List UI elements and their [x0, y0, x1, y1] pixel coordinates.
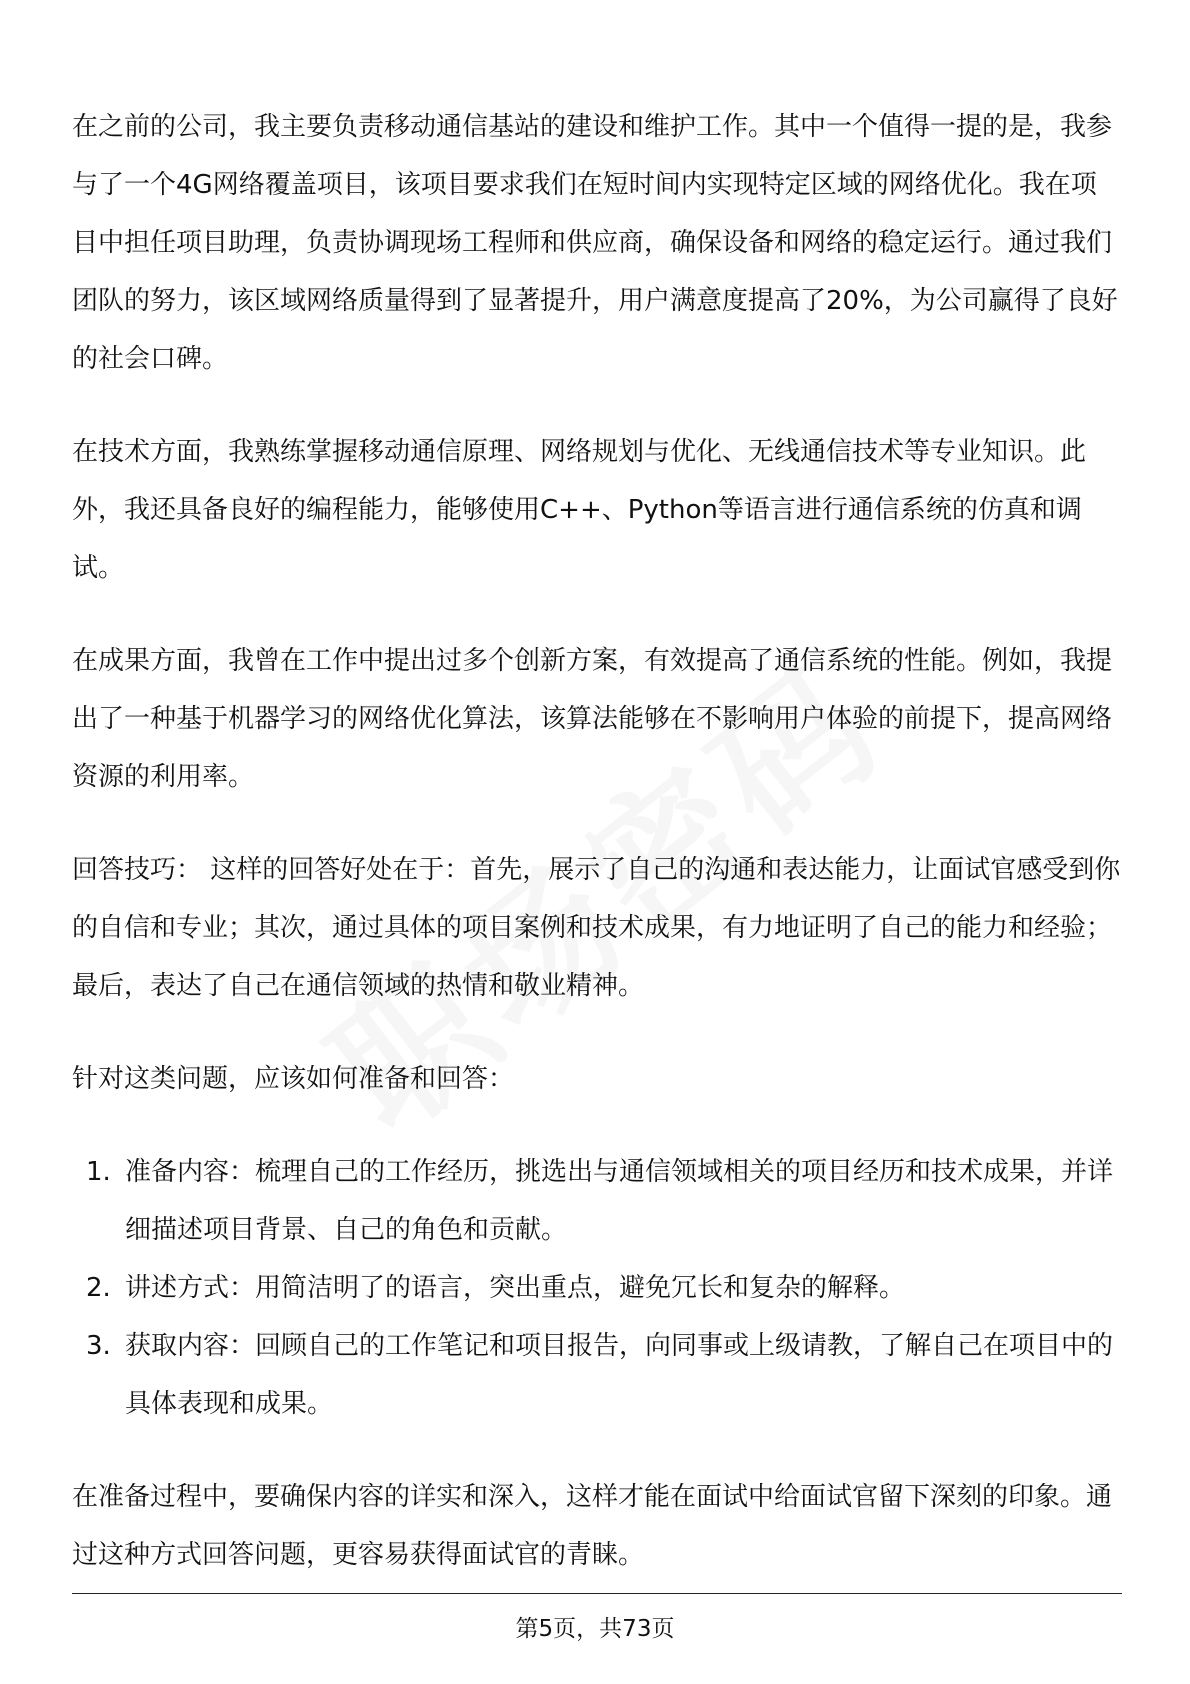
list-number: 2. — [86, 1273, 111, 1303]
list-item-text: 获取内容：回顾自己的工作笔记和项目报告，向同事或上级请教，了解自己在项目中的具体表现和成果。 — [125, 1331, 1114, 1419]
list-number: 1. — [86, 1157, 111, 1187]
page-number: 第5页，共73页 — [515, 1616, 675, 1642]
paragraph-answer-tips: 回答技巧： 这样的回答好处在于：首先，展示了自己的沟通和表达能力，让面试官感受到你的自信和专业；其次，通过具体的项目案例和技术成果，有力地证明了自己的能力和经验；最后，表达了自己在通信领域的热情和敬业精神。 — [72, 855, 1121, 1001]
preparation-list — [72, 1143, 1122, 1433]
document-body — [72, 98, 1122, 1619]
footer-divider — [72, 1593, 1122, 1594]
paragraph-experience: 在之前的公司，我主要负责移动通信基站的建设和维护工作。其中一个值得一提的是，我参与了一个4G网络覆盖项目，该项目要求我们在短时间内实现特定区域的网络优化。我在项目中担任项目助理，负责协调现场工程师和供应商，确保设备和网络的稳定运行。通过我们团队的努力，该区域网络质量得到了显著提升，用户满意度提高了20%，为公司赢得了良好的社会口碑。 — [72, 112, 1118, 374]
paragraph-closing: 在准备过程中，要确保内容的详实和深入，这样才能在面试中给面试官留下深刻的印象。通过这种方式回答问题，更容易获得面试官的青睐。 — [72, 1482, 1113, 1570]
paragraph-technology: 在技术方面，我熟练掌握移动通信原理、网络规划与优化、无线通信技术等专业知识。此外，我还具备良好的编程能力，能够使用C++、Python等语言进行通信系统的仿真和调试。 — [72, 437, 1087, 583]
list-item — [72, 1143, 1122, 1259]
list-number: 3. — [86, 1331, 111, 1361]
list-item — [72, 1259, 1122, 1317]
list-item-text: 准备内容：梳理自己的工作经历，挑选出与通信领域相关的项目经历和技术成果，并详细描述项目背景、自己的角色和贡献。 — [125, 1157, 1114, 1245]
list-item — [72, 1317, 1122, 1433]
paragraph-achievements: 在成果方面，我曾在工作中提出过多个创新方案，有效提高了通信系统的性能。例如，我提出了一种基于机器学习的网络优化算法，该算法能够在不影响用户体验的前提下，提高网络资源的利用率。 — [72, 646, 1113, 792]
paragraph-how-to-prepare: 针对这类问题，应该如何准备和回答： — [72, 1064, 515, 1094]
list-item-text: 讲述方式：用简洁明了的语言，突出重点，避免冗长和复杂的解释。 — [125, 1273, 906, 1303]
